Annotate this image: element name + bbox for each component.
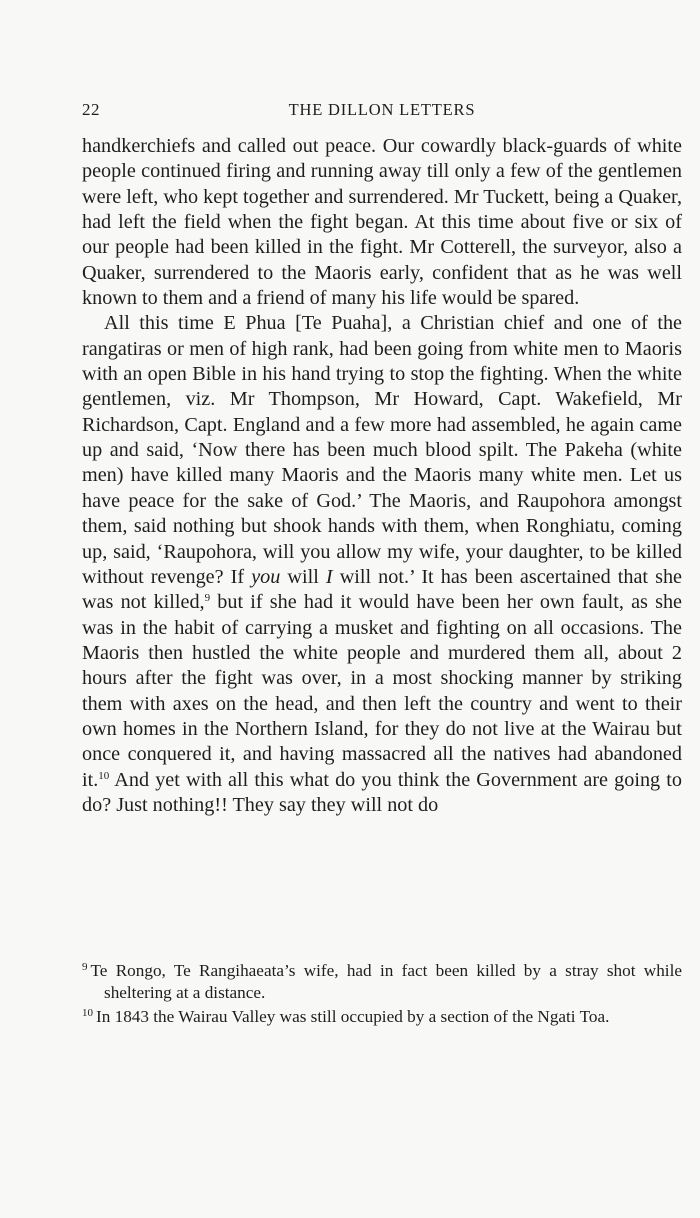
paragraph-2 — [82, 311, 682, 818]
paragraph-2-text-d: but if she had it would have been her own fault, as she was in the habit of carrying a musket and fighting on all occasions. The Maoris then hustled the white people and murdered them all, about 2 hours after the fight was over, in a most shocking manner by striking them with axes on the head, and then left the country and went to their own homes in the Northern Island, for they do not live at the Wairau but once conquered it, and having massacred all the natives had abandoned it. — [82, 591, 682, 791]
paragraph-2-text-c: will not.’ It has been ascertained that she was not killed, — [82, 565, 682, 614]
footnote-10-text: In 1843 the Wairau Valley was still occupied by a section of the Ngati Toa. — [96, 1007, 610, 1026]
paragraph-2-text-e: And yet with all this what do you think the Government are going to do? Just nothing!! They say they will not do — [82, 768, 682, 816]
main-text — [82, 134, 682, 818]
footnote-9 — [82, 960, 682, 1004]
paragraph-2-text-a: All this time E Phua [Te Puaha], a Christian chief and one of the rangatiras or men of high rank, had been going from white men to Maoris with an open Bible in his hand trying to stop the fighting. When the white gentlemen, viz. Mr Thompson, Mr Howard, Capt. Wakefield, Mr Richardson, Capt. England and a few more had assembled, he again came up and said, ‘Now there has been much blood spilt. The Pakeha (white men) have killed many Maoris and the Maoris many white men. Let us have peace for the sake of God.’ The Maoris, and Raupohora amongst them, said nothing but shook hands with them, when Ronghiatu, coming up, said, ‘Raupohora, will you allow my wife, your daughter, to be killed without revenge? If — [82, 312, 682, 588]
page-number: 22 — [82, 100, 100, 119]
emphasis-i: I — [325, 565, 333, 588]
footnote-9-mark: 9 — [82, 961, 88, 973]
footnote-10 — [82, 1006, 682, 1028]
footnote-10-mark: 10 — [82, 1007, 93, 1019]
paragraph-2-text-b: will — [280, 565, 326, 588]
footnotes — [82, 960, 682, 1030]
footnote-9-text: Te Rongo, Te Rangihaeata’s wife, had in fact been killed by a stray shot while sheltering at a distance. — [90, 961, 682, 1002]
footnote-ref-9: 9 — [204, 592, 211, 605]
paragraph-1: handkerchiefs and called out peace. Our cowardly black-guards of white people continued firing and running away till only a few of the gentlemen were left, who kept together and surrendered. Mr Tuckett, being a Quaker, had left the field when the fight began. At this time about five or six of our people had been killed in the fight. Mr Cotterell, the surveyor, also a Quaker, surrendered to the Maoris early, confident that as he was well known to them and a friend of many his life would be spared. — [82, 135, 682, 310]
running-header — [82, 100, 682, 124]
running-title: THE DILLON LETTERS — [288, 100, 476, 119]
footnote-ref-10: 10 — [98, 769, 110, 782]
emphasis-you: you — [251, 565, 281, 588]
